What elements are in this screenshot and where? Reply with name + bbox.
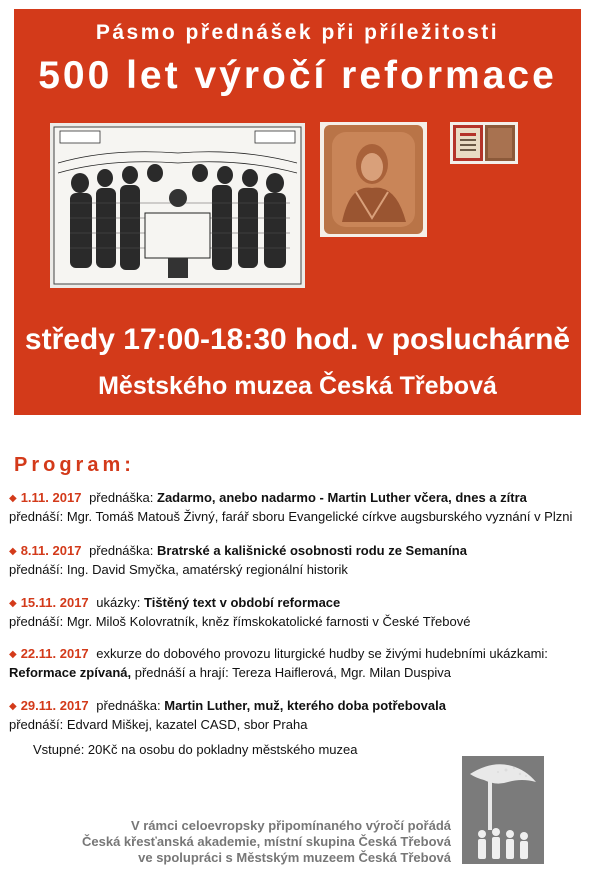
event-title: Martin Luther, muž, kterého doba potřebovala xyxy=(164,698,446,713)
event-title: Reformace zpívaná, xyxy=(9,665,132,680)
event-date: 15.11. 2017 xyxy=(20,595,89,610)
speaker-label: přednáší: xyxy=(9,717,64,732)
event-speaker: Mgr. Miloš Kolovratník, kněz římskokatolické farnosti v České Třebové xyxy=(66,614,471,629)
speaker-label: přednáší a hrají: xyxy=(134,665,229,680)
footer-line: V rámci celoevropsky připomínaného výročí pořádá xyxy=(130,818,451,833)
diamond-bullet-icon: ◆ xyxy=(9,701,17,712)
event-date: 22.11. 2017 xyxy=(20,646,89,661)
event-type: přednáška: xyxy=(89,543,154,558)
event-speaker: Edvard Miškej, kazatel CASD, sbor Praha xyxy=(66,717,308,732)
speaker-label: přednáší: xyxy=(9,562,64,577)
relief-image xyxy=(320,122,427,237)
program-event xyxy=(9,697,593,733)
program-event xyxy=(9,542,593,578)
schedule-time: středy 17:00-18:30 hod. v posluchárně xyxy=(24,323,571,356)
woodcut-image xyxy=(50,123,305,288)
event-title: Zadarmo, anebo nadarmo - Martin Luther včera, dnes a zítra xyxy=(157,490,527,505)
speaker-label: přednáší: xyxy=(9,509,64,524)
admission-fee: Vstupné: 20Kč na osobu do pokladny městského muzea xyxy=(33,742,358,757)
event-speaker: Tereza Haiflerová, Mgr. Milan Duspiva xyxy=(232,665,451,680)
program-heading: Program: xyxy=(14,454,135,476)
event-type: přednáška: xyxy=(89,490,154,505)
banner-title: 500 let výročí reformace xyxy=(38,54,557,97)
event-speaker: Mgr. Tomáš Matouš Živný, farář sboru Evangelické církve augsburského vyznání v Plzni xyxy=(66,509,573,524)
diamond-bullet-icon: ◆ xyxy=(9,493,17,504)
event-type: exkurze do dobového provozu liturgické hudby se živými hudebními ukázkami: xyxy=(96,646,548,661)
program-event xyxy=(9,594,593,630)
event-title: Bratrské a kališnické osobnosti rodu ze Semanína xyxy=(157,543,467,558)
header-banner xyxy=(14,9,581,415)
diamond-bullet-icon: ◆ xyxy=(9,546,17,557)
program-event xyxy=(9,489,593,525)
diamond-bullet-icon: ◆ xyxy=(9,598,17,609)
event-type: přednáška: xyxy=(96,698,161,713)
book-image xyxy=(450,122,518,164)
footer-line: ve spolupráci s Městským muzeem Česká Třebová xyxy=(138,850,451,865)
event-type: ukázky: xyxy=(96,595,141,610)
event-date: 8.11. 2017 xyxy=(20,543,82,558)
organization-logo xyxy=(462,756,544,864)
speaker-label: přednáší: xyxy=(9,614,64,629)
event-date: 1.11. 2017 xyxy=(20,490,82,505)
diamond-bullet-icon: ◆ xyxy=(9,649,17,660)
event-title: Tištěný text v období reformace xyxy=(144,595,341,610)
event-date: 29.11. 2017 xyxy=(20,698,89,713)
event-speaker: Ing. David Smyčka, amatérský regionální historik xyxy=(66,562,348,577)
organizer-footer xyxy=(82,818,451,866)
banner-subtitle: Pásmo přednášek při příležitosti xyxy=(95,21,500,44)
program-event xyxy=(9,645,593,681)
venue-name: Městského muzea Česká Třebová xyxy=(98,372,497,400)
footer-line: Česká křesťanská akademie, místní skupina Česká Třebová xyxy=(82,834,451,849)
